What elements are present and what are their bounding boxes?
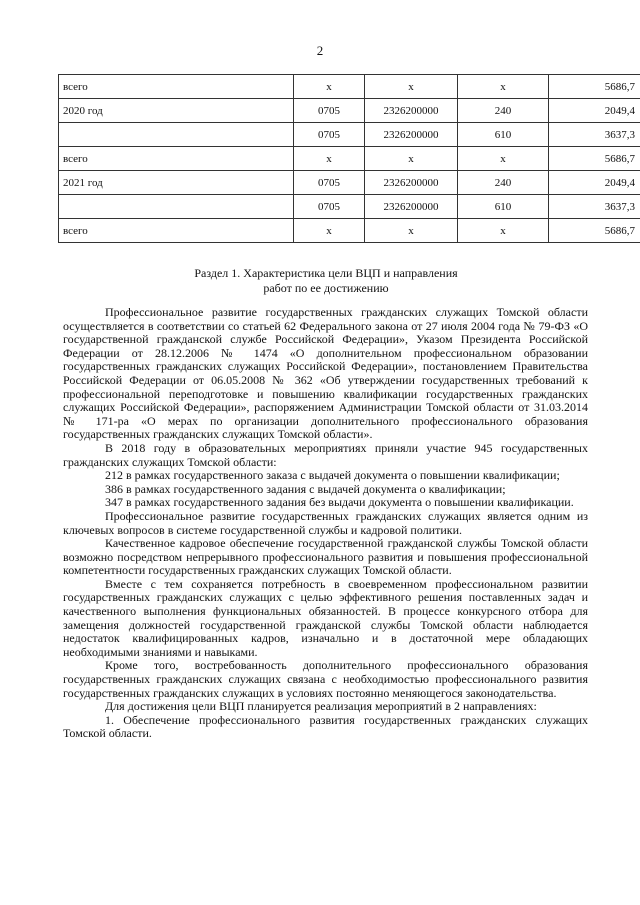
cell-target: 2326200000 xyxy=(365,195,458,219)
paragraph: Вместе с тем сохраняется потребность в своевременном профессиональном развитии государственных гражданских служащих с целью эффективного решения поставленных задач и качественного выполнения функциональных обязанностей. В процессе конкурсного отбора для замещения должностей государственной гражданской службы Томской области наблюдается недостаток квалифицированных кадров, изначально и в достаточной мере обладающих необходимыми знаниями и навыками. xyxy=(63,576,588,659)
section-title-line-2: работ по ее достижению xyxy=(263,281,389,295)
cell-type: 240 xyxy=(458,171,549,195)
cell-type: 240 xyxy=(458,99,549,123)
cell-code: х xyxy=(294,75,365,99)
cell-type: х xyxy=(458,219,549,243)
cell-label: всего xyxy=(59,75,294,99)
table-row xyxy=(59,99,640,123)
cell-code: 0705 xyxy=(294,99,365,123)
paragraph: 386 в рамках государственного задания с выдачей документа о квалификации; xyxy=(105,481,506,496)
cell-target: 2326200000 xyxy=(365,171,458,195)
cell-code: х xyxy=(294,219,365,243)
cell-label: всего xyxy=(59,147,294,171)
cell-code: 0705 xyxy=(294,171,365,195)
cell-amount: 2049,4 xyxy=(549,99,640,123)
cell-code: 0705 xyxy=(294,195,365,219)
paragraph: В 2018 году в образовательных мероприятиях приняли участие 945 государственных гражданских служащих Томской области: xyxy=(63,440,588,469)
cell-amount: 5686,7 xyxy=(549,147,640,171)
cell-target: х xyxy=(365,219,458,243)
cell-label: 2021 год xyxy=(59,171,294,195)
table-row xyxy=(59,123,640,147)
cell-amount: 5686,7 xyxy=(549,219,640,243)
paragraph: 347 в рамках государственного задания без выдачи документа о повышении квалификации. xyxy=(105,495,574,510)
paragraph: Качественное кадровое обеспечение государственной гражданской службы Томской области возможно посредством непрерывного профессионального развития и повышения профессиональной компетентности государственных гражданских служащих Томской области. xyxy=(63,536,588,578)
table-row xyxy=(59,219,640,243)
table-row xyxy=(59,171,640,195)
cell-type: х xyxy=(458,147,549,171)
page-number: 2 xyxy=(316,43,324,58)
cell-code: 0705 xyxy=(294,123,365,147)
cell-label xyxy=(59,195,294,219)
paragraph: 1. Обеспечение профессионального развития государственных гражданских служащих Томской области. xyxy=(63,712,588,741)
cell-amount: 2049,4 xyxy=(549,171,640,195)
cell-label: всего xyxy=(59,219,294,243)
cell-label xyxy=(59,123,294,147)
section-title-line-1: Раздел 1. Характеристика цели ВЦП и направления xyxy=(194,266,458,280)
paragraph: Профессиональное развитие государственных гражданских служащих является одним из ключевых вопросов в системе государственной службы и кадровой политики. xyxy=(63,508,588,537)
paragraph: Для достижения цели ВЦП планируется реализация мероприятий в 2 направлениях: xyxy=(105,699,537,714)
section-title xyxy=(58,266,594,296)
table-row xyxy=(59,75,640,99)
budget-table xyxy=(58,74,640,243)
cell-target: 2326200000 xyxy=(365,123,458,147)
paragraph: Профессиональное развитие государственных гражданских служащих Томской области осуществляется в соответствии со статьей 62 Федерального закона от 27 июля 2004 года № 79-ФЗ «О государственной гражданской службе Российской Федерации», Указом Президента Российской Федерации от 28.12.2006 № 1474 «О дополнительном профессиональном образовании государственных гражданских служащих Российской Федерации», постановлением Правительства Российской Федерации от 06.05.2008 № 362 «Об утверждении государственных требований к профессиональной переподготовке и повышению квалификации государственных гражданских служащих Российской Федерации», распоряжением Администрации Томской области от 31.03.2014 № 171-ра «О мерах по организации дополнительного профессионального образования государственных гражданских служащих Томской области». xyxy=(63,305,588,442)
paragraph: 212 в рамках государственного заказа с выдачей документа о повышении квалификации; xyxy=(105,468,560,483)
table-row xyxy=(59,195,640,219)
body-text xyxy=(63,306,588,741)
cell-label: 2020 год xyxy=(59,99,294,123)
cell-target: х xyxy=(365,75,458,99)
cell-amount: 3637,3 xyxy=(549,123,640,147)
cell-type: 610 xyxy=(458,195,549,219)
cell-type: х xyxy=(458,75,549,99)
table-row xyxy=(59,147,640,171)
cell-type: 610 xyxy=(458,123,549,147)
cell-amount: 5686,7 xyxy=(549,75,640,99)
cell-code: х xyxy=(294,147,365,171)
paragraph: Кроме того, востребованность дополнительного профессионального образования государственных гражданских служащих связана с необходимостью профессионального развития государственных гражданских служащих в условиях постоянно меняющегося законодательства. xyxy=(63,658,588,700)
cell-target: х xyxy=(365,147,458,171)
cell-target: 2326200000 xyxy=(365,99,458,123)
cell-amount: 3637,3 xyxy=(549,195,640,219)
